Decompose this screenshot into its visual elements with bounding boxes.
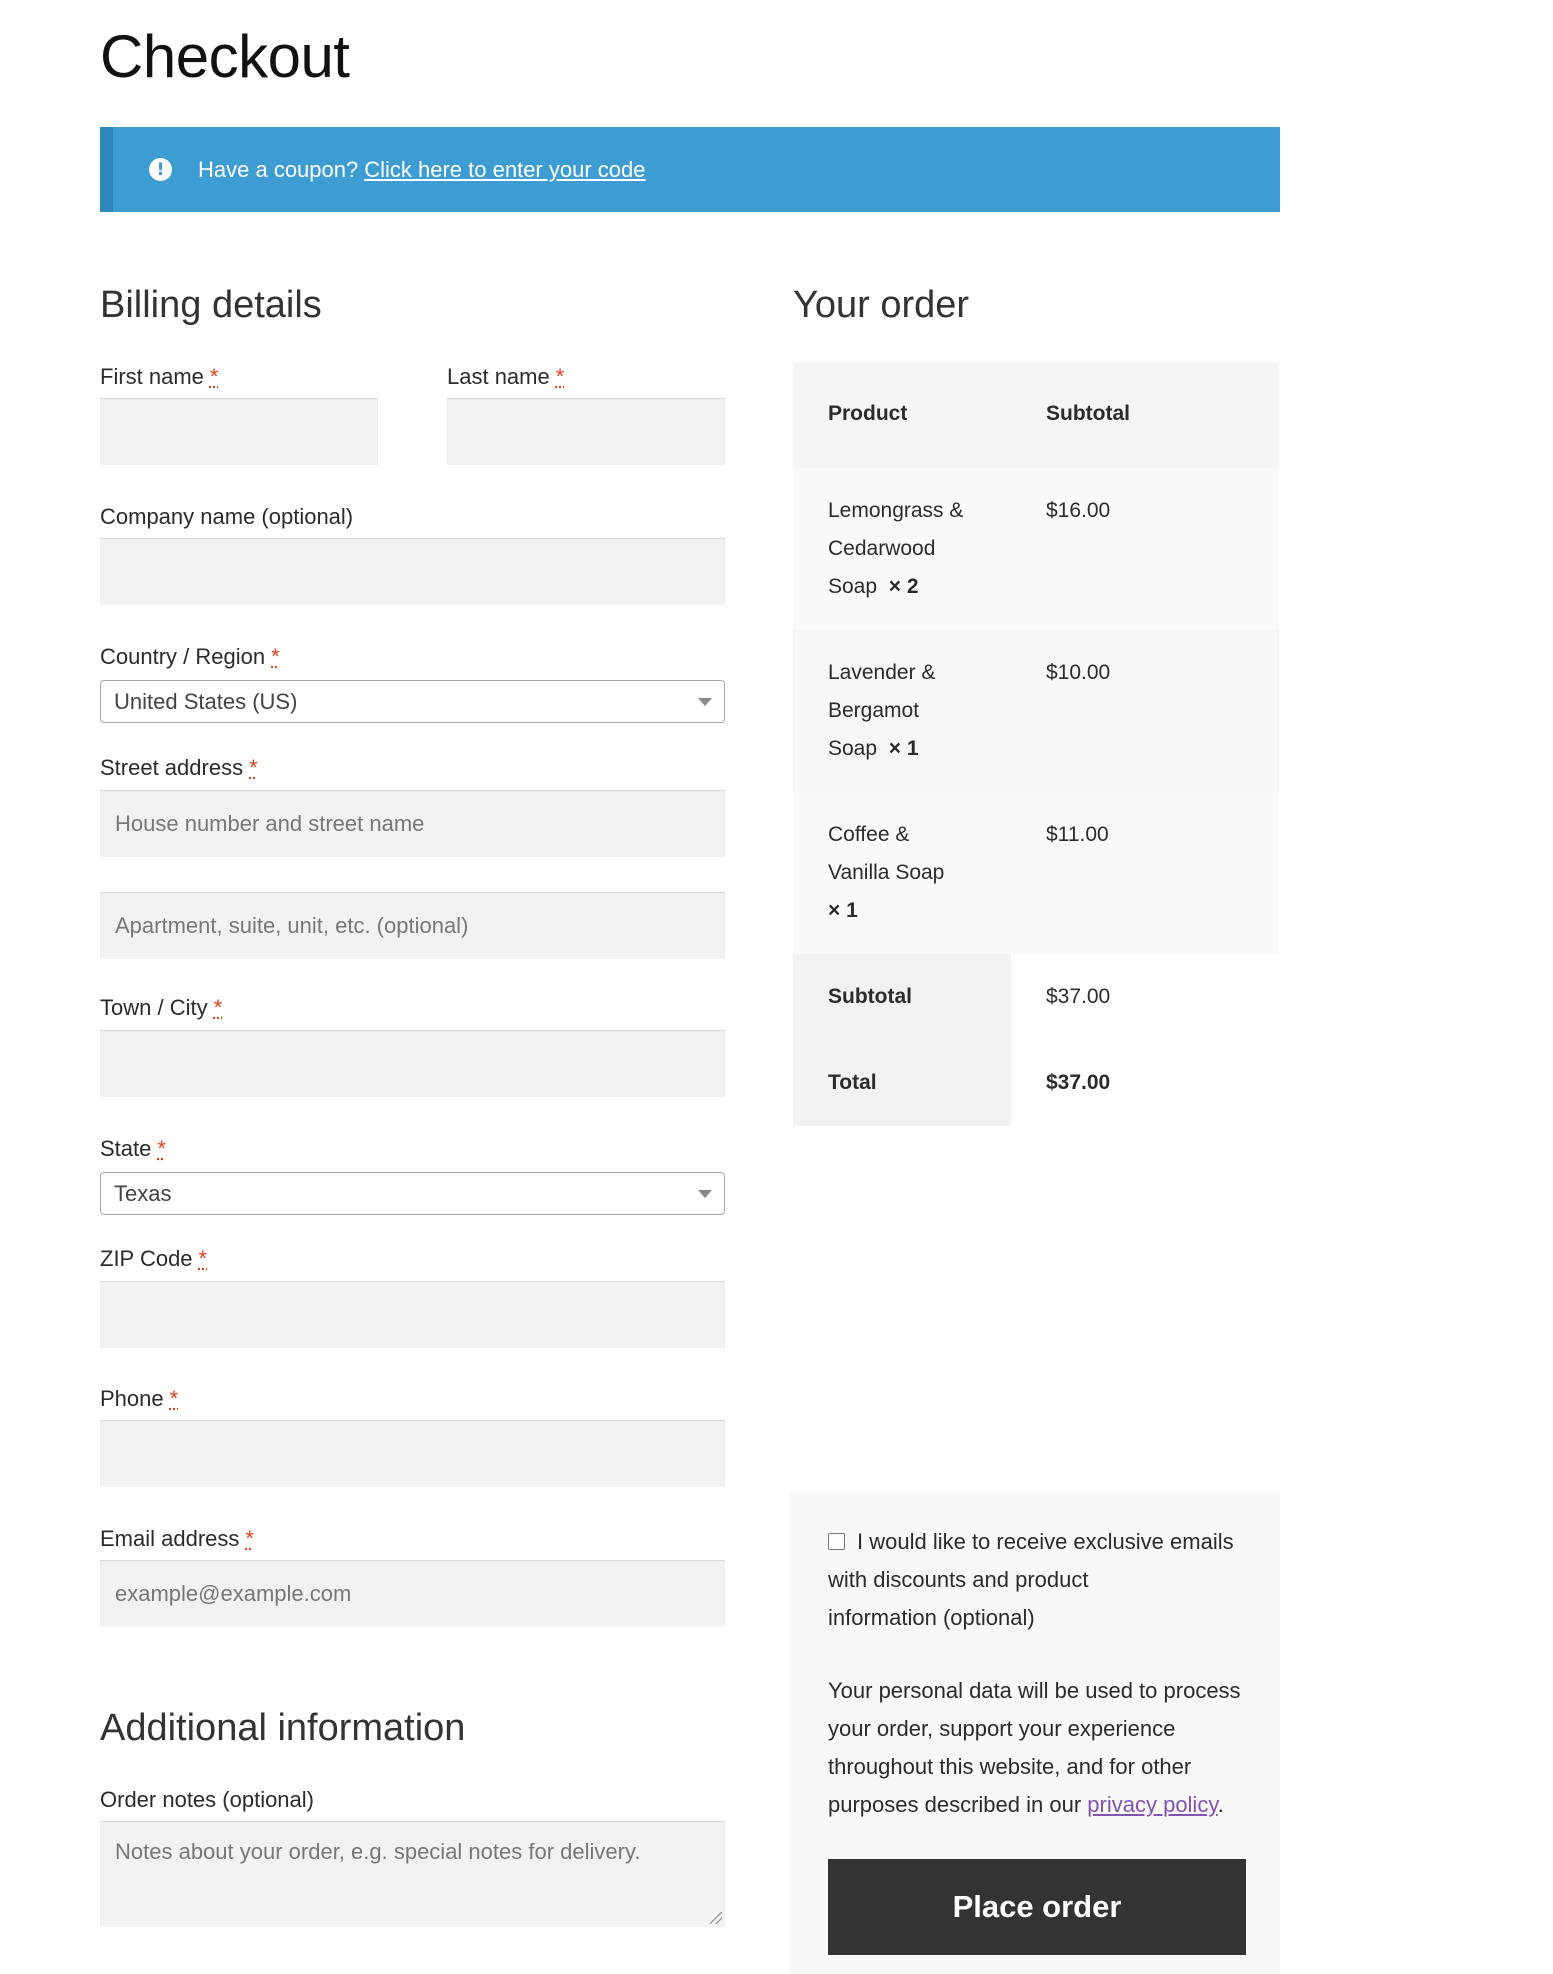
state-label: State *: [100, 1136, 166, 1161]
country-label: Country / Region *: [100, 644, 280, 669]
privacy-text: purposes described in our: [828, 1792, 1082, 1817]
country-select[interactable]: [100, 680, 725, 723]
additional-heading: Additional information: [100, 1707, 466, 1749]
email-input[interactable]: example@example.com: [100, 1560, 725, 1627]
item-name-line: Cedarwood: [828, 537, 936, 560]
email-label: Email address *: [100, 1526, 254, 1551]
required-marker: *: [555, 364, 565, 389]
newsletter-checkbox[interactable]: [828, 1533, 845, 1550]
order-notes-placeholder: Notes about your order, e.g. special notes for delivery.: [115, 1839, 641, 1864]
street-address-2-input[interactable]: Apartment, suite, unit, etc. (optional): [100, 892, 725, 959]
order-notes-label: Order notes (optional): [100, 1787, 314, 1812]
item-name-line: Lemongrass &: [828, 499, 964, 522]
privacy-notice: Your personal data will be used to process your order, support your experience throughout this website, and for other purposes described in our privacy policy.: [828, 1672, 1268, 1824]
item-price: $11.00: [1046, 823, 1109, 846]
phone-label: Phone *: [100, 1386, 179, 1411]
street-label: Street address *: [100, 755, 258, 780]
item-qty: × 1: [888, 737, 919, 760]
last-name-label: Last name *: [447, 364, 565, 389]
item-name-line: [828, 892, 858, 930]
total-value: $37.00: [1046, 1071, 1111, 1094]
order-notes-textarea[interactable]: [100, 1821, 725, 1927]
item-name-line: Bergamot: [828, 699, 920, 722]
required-marker: *: [245, 1526, 254, 1551]
billing-heading: Billing details: [100, 284, 322, 326]
place-order-button[interactable]: Place order: [828, 1859, 1246, 1955]
page-title: Checkout: [100, 23, 350, 90]
col-subtotal: Subtotal: [1046, 402, 1130, 425]
optin-text: with discounts and product: [828, 1567, 1089, 1592]
first-name-label: First name *: [100, 364, 219, 389]
required-marker: *: [157, 1136, 166, 1161]
company-label: Company name (optional): [100, 504, 354, 529]
zip-input[interactable]: [100, 1281, 725, 1348]
required-marker: *: [213, 995, 223, 1020]
chevron-down-icon: [698, 698, 712, 706]
coupon-text: Have a coupon?: [198, 156, 359, 182]
required-marker: *: [271, 644, 280, 669]
item-name-line: Coffee &: [828, 823, 910, 846]
required-marker: *: [198, 1246, 208, 1271]
last-name-input[interactable]: [447, 398, 725, 465]
state-select[interactable]: [100, 1172, 725, 1215]
privacy-text: Your personal data will be used to process: [828, 1678, 1241, 1703]
street-address-input[interactable]: House number and street name: [100, 790, 725, 857]
required-marker: *: [209, 364, 219, 389]
subtotal-label: Subtotal: [828, 985, 912, 1008]
privacy-policy-link[interactable]: privacy policy: [1087, 1792, 1218, 1817]
item-price: $16.00: [1046, 499, 1111, 522]
item-name-line: Soap × 2: [828, 575, 919, 598]
item-qty: × 1: [828, 899, 858, 922]
phone-input[interactable]: [100, 1420, 725, 1487]
item-qty: × 2: [888, 575, 919, 598]
city-input[interactable]: [100, 1030, 725, 1097]
optin-text: I would like to receive exclusive emails: [857, 1529, 1234, 1554]
newsletter-optin: [828, 1523, 1268, 1637]
info-icon: !: [149, 158, 172, 181]
subtotal-value: $37.00: [1046, 985, 1111, 1008]
item-price: $10.00: [1046, 661, 1111, 684]
state-value: Texas: [114, 1180, 172, 1206]
optin-text: information (optional): [828, 1605, 1035, 1630]
coupon-link[interactable]: Click here to enter your code: [364, 156, 646, 182]
item-name-line: Lavender &: [828, 661, 936, 684]
city-label: Town / City *: [100, 995, 223, 1020]
total-label: Total: [828, 1071, 877, 1094]
item-name-line: Soap × 1: [828, 737, 919, 760]
required-marker: *: [169, 1386, 179, 1411]
order-heading: Your order: [793, 284, 970, 326]
first-name-input[interactable]: [100, 398, 378, 465]
resize-handle-icon[interactable]: [710, 1912, 722, 1924]
zip-label: ZIP Code *: [100, 1246, 208, 1271]
coupon-notice: [100, 127, 1280, 212]
col-product: Product: [828, 402, 908, 425]
company-input[interactable]: [100, 538, 725, 605]
country-value: United States (US): [114, 688, 298, 714]
item-name-line: Vanilla Soap: [828, 861, 945, 884]
chevron-down-icon: [698, 1190, 712, 1198]
privacy-text: your order, support your experience: [828, 1716, 1176, 1741]
required-marker: *: [249, 755, 258, 780]
privacy-text: throughout this website, and for other: [828, 1754, 1192, 1779]
